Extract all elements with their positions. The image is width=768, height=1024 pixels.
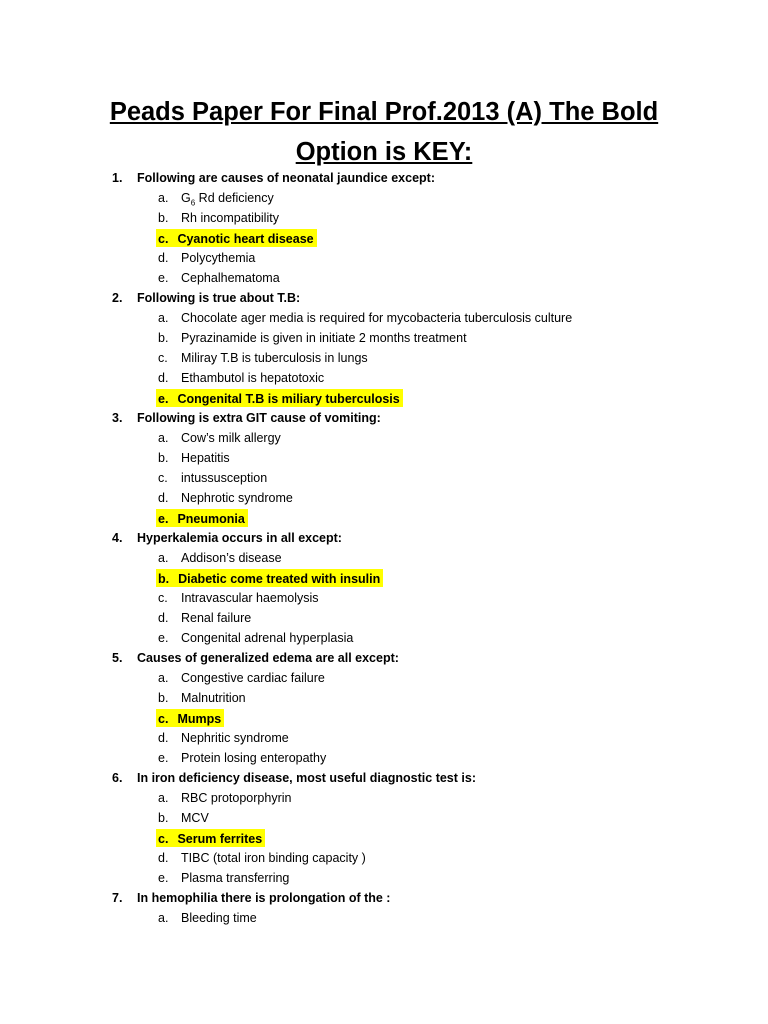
question-text: In hemophilia there is prolongation of the : [137, 891, 391, 905]
option-text: Congenital T.B is miliary tuberculosis [177, 392, 400, 406]
question-number: 5. [112, 651, 123, 665]
option-letter: d. [158, 371, 169, 385]
option-text: Cephalhematoma [181, 271, 280, 285]
option-letter: e. [158, 631, 169, 645]
option-letter: d. [158, 851, 169, 865]
option-text: Rh incompatibility [181, 211, 279, 225]
question-text: Hyperkalemia occurs in all except: [137, 531, 342, 545]
option-letter: a. [158, 551, 169, 565]
option-letter: c. [158, 351, 168, 365]
option-text: Mumps [177, 712, 222, 726]
option-text: Pyrazinamide is given in initiate 2 months treatment [181, 331, 467, 345]
question-number: 3. [112, 411, 123, 425]
option-letter: e. [158, 751, 169, 765]
question-text: Following is extra GIT cause of vomiting: [137, 411, 381, 425]
option-text: Nephritic syndrome [181, 731, 289, 745]
option-text: Plasma transferring [181, 871, 290, 885]
option-text: Addison’s disease [181, 551, 282, 565]
option-text: Ethambutol is hepatotoxic [181, 371, 325, 385]
option-letter: c. [158, 832, 169, 846]
option-text [181, 188, 274, 208]
option-text: Cow’s milk allergy [181, 431, 281, 445]
option-letter: b. [158, 451, 169, 465]
option-text: Nephrotic syndrome [181, 491, 293, 505]
option-letter: c. [158, 232, 169, 246]
question-number: 2. [112, 291, 123, 305]
option-letter: a. [158, 191, 169, 205]
option-letter: b. [158, 331, 169, 345]
option-letter: b. [158, 691, 169, 705]
option-letter: c. [158, 471, 168, 485]
answer-highlight [156, 229, 317, 247]
option-letter: b. [158, 572, 170, 586]
option-text: Renal failure [181, 611, 252, 625]
option-text: Congestive cardiac failure [181, 671, 325, 685]
option-letter: a. [158, 431, 169, 445]
option-letter: d. [158, 611, 169, 625]
option-text: Chocolate ager media is required for mycobacteria tuberculosis culture [181, 311, 573, 325]
option-text: TIBC (total iron binding capacity ) [181, 851, 366, 865]
answer-highlight [156, 829, 265, 847]
option-text: intussusception [181, 471, 268, 485]
option-text: Polycythemia [181, 251, 256, 265]
option-letter: b. [158, 211, 169, 225]
option-text: Bleeding time [181, 911, 257, 925]
option-letter: e. [158, 271, 169, 285]
option-letter: e. [158, 512, 169, 526]
question-number: 1. [112, 171, 123, 185]
answer-highlight [156, 709, 224, 727]
option-text: Malnutrition [181, 691, 246, 705]
option-text: Protein losing enteropathy [181, 751, 327, 765]
option-text: RBC protoporphyrin [181, 791, 292, 805]
page-title [0, 0, 768, 172]
option-letter: d. [158, 731, 169, 745]
question-text: Causes of generalized edema are all except: [137, 651, 399, 665]
option-text-subscript: 6 [190, 198, 196, 208]
option-letter: a. [158, 671, 169, 685]
option-text: Cyanotic heart disease [177, 232, 314, 246]
option-letter: d. [158, 251, 169, 265]
option-text-suffix: Rd deficiency [195, 191, 274, 205]
option-text: Hepatitis [181, 451, 230, 465]
option-letter: c. [158, 712, 169, 726]
option-letter: a. [158, 311, 169, 325]
option-letter: a. [158, 911, 169, 925]
question-number: 7. [112, 891, 123, 905]
question-text: Following is true about T.B: [137, 291, 301, 305]
answer-highlight [156, 509, 248, 527]
answer-highlight [156, 389, 403, 407]
option-letter: d. [158, 491, 169, 505]
option-text: Diabetic come treated with insulin [178, 572, 381, 586]
title-line-1: Peads Paper For Final Prof.2013 (A) The Bold [109, 98, 659, 126]
option-letter: a. [158, 791, 169, 805]
option-text: MCV [181, 811, 209, 825]
question-text: In iron deficiency disease, most useful diagnostic test is: [137, 771, 476, 785]
option-letter: e. [158, 871, 169, 885]
option-letter: c. [158, 591, 168, 605]
title-line-2: Option is KEY: [295, 138, 473, 166]
question-text: Following are causes of neonatal jaundice except: [137, 171, 435, 185]
answer-highlight [156, 569, 383, 587]
question-number: 4. [112, 531, 123, 545]
option-text: Miliray T.B is tuberculosis in lungs [181, 351, 368, 365]
option-text: Serum ferrites [177, 832, 263, 846]
option-text: Intravascular haemolysis [181, 591, 319, 605]
question-number: 6. [112, 771, 123, 785]
option-text: Congenital adrenal hyperplasia [181, 631, 354, 645]
option-text-prefix: G [181, 191, 191, 205]
option-letter: e. [158, 392, 169, 406]
option-text: Pneumonia [177, 512, 245, 526]
option-letter: b. [158, 811, 169, 825]
